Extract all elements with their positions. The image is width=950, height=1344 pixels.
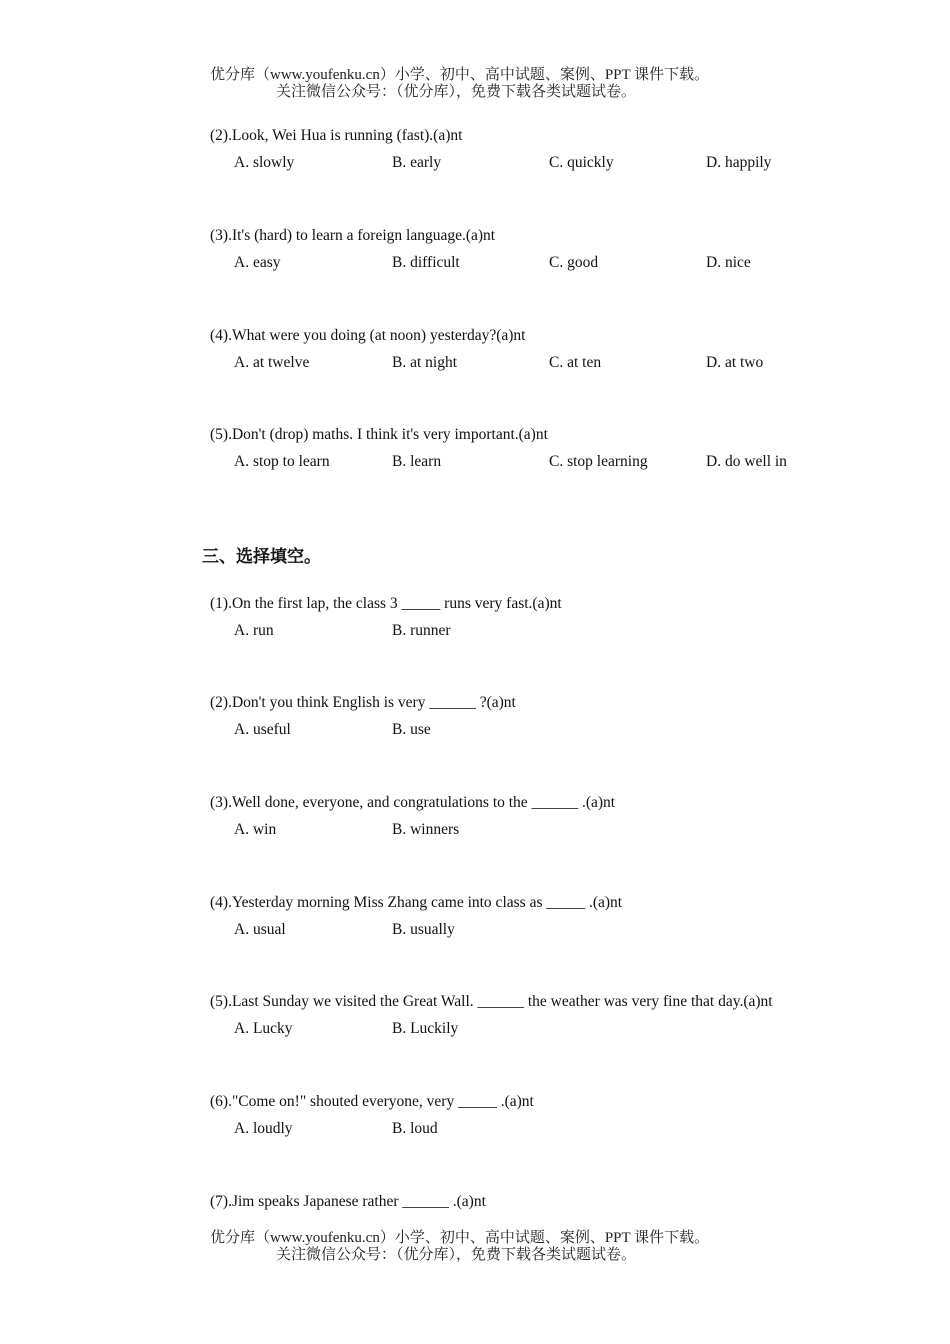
question-stem: (2).Don't you think English is very ______ ?(a)nt (210, 694, 516, 711)
option-row (210, 150, 930, 176)
option-d: D. nice (706, 254, 751, 271)
option-b: B. Luckily (392, 1020, 459, 1037)
question-block (210, 1091, 930, 1142)
option-c: C. quickly (549, 154, 614, 171)
question-block (210, 1191, 930, 1213)
question-block (210, 892, 930, 943)
option-a: A. slowly (234, 154, 295, 171)
question-stem: (6)."Come on!" shouted everyone, very _____ .(a)nt (210, 1093, 534, 1110)
option-row (210, 350, 930, 376)
option-row (210, 1116, 930, 1142)
question-block (210, 424, 930, 475)
question-block (210, 125, 930, 176)
option-a: A. run (234, 622, 274, 639)
page-footer (210, 1230, 709, 1264)
option-row (210, 250, 930, 276)
option-b: B. learn (392, 453, 442, 470)
question-block (210, 325, 930, 376)
option-row (210, 817, 930, 843)
option-b: B. winners (392, 821, 460, 838)
question-stem: (5).Don't (drop) maths. I think it's very important.(a)nt (210, 426, 548, 443)
question-block (210, 225, 930, 276)
question-stem: (7).Jim speaks Japanese rather ______ .(a)nt (210, 1193, 486, 1210)
section-title: 三、选择填空。 (202, 547, 321, 567)
option-a: A. at twelve (234, 354, 310, 371)
option-c: C. at ten (549, 354, 602, 371)
page-header (210, 67, 709, 101)
option-d: D. at two (706, 354, 764, 371)
header-line-2: 关注微信公众号：（优分库），免费下载各类试题试卷。 (276, 84, 637, 100)
option-row (210, 917, 930, 943)
option-a: A. loudly (234, 1120, 293, 1137)
option-a: A. useful (234, 721, 291, 738)
option-a: A. Lucky (234, 1020, 293, 1037)
footer-line-1: 优分库（www.youfenku.cn）小学、初中、高中试题、案例、PPT 课件下载。 (210, 1230, 710, 1246)
question-block (210, 792, 930, 843)
question-stem: (4).What were you doing (at noon) yesterday?(a)nt (210, 327, 526, 344)
option-row (210, 618, 930, 644)
option-b: B. usually (392, 921, 455, 938)
option-b: B. difficult (392, 254, 460, 271)
question-stem: (2).Look, Wei Hua is running (fast).(a)nt (210, 127, 463, 144)
question-block (210, 991, 930, 1042)
option-b: B. early (392, 154, 442, 171)
option-b: B. runner (392, 622, 451, 639)
question-stem: (4).Yesterday morning Miss Zhang came into class as _____ .(a)nt (210, 894, 623, 911)
question-stem: (5).Last Sunday we visited the Great Wall. ______ the weather was very fine that day.(a)nt (210, 993, 773, 1010)
question-stem: (3).It's (hard) to learn a foreign language.(a)nt (210, 227, 496, 244)
question-stem: (3).Well done, everyone, and congratulations to the ______ .(a)nt (210, 794, 616, 811)
option-b: B. use (392, 721, 431, 738)
option-row (210, 1016, 930, 1042)
option-a: A. win (234, 821, 277, 838)
question-block (210, 692, 930, 743)
question-stem: (1).On the first lap, the class 3 _____ runs very fast.(a)nt (210, 595, 562, 612)
option-b: B. loud (392, 1120, 438, 1137)
option-a: A. stop to learn (234, 453, 330, 470)
header-line-1: 优分库（www.youfenku.cn）小学、初中、高中试题、案例、PPT 课件下载。 (210, 67, 710, 83)
option-d: D. happily (706, 154, 772, 171)
option-row (210, 717, 930, 743)
option-b: B. at night (392, 354, 458, 371)
option-row (210, 449, 930, 475)
question-block (210, 593, 930, 644)
option-a: A. easy (234, 254, 281, 271)
option-d: D. do well in (706, 453, 787, 470)
option-a: A. usual (234, 921, 286, 938)
option-c: C. good (549, 254, 599, 271)
footer-line-2: 关注微信公众号：（优分库），免费下载各类试题试卷。 (276, 1247, 637, 1263)
option-c: C. stop learning (549, 453, 648, 470)
